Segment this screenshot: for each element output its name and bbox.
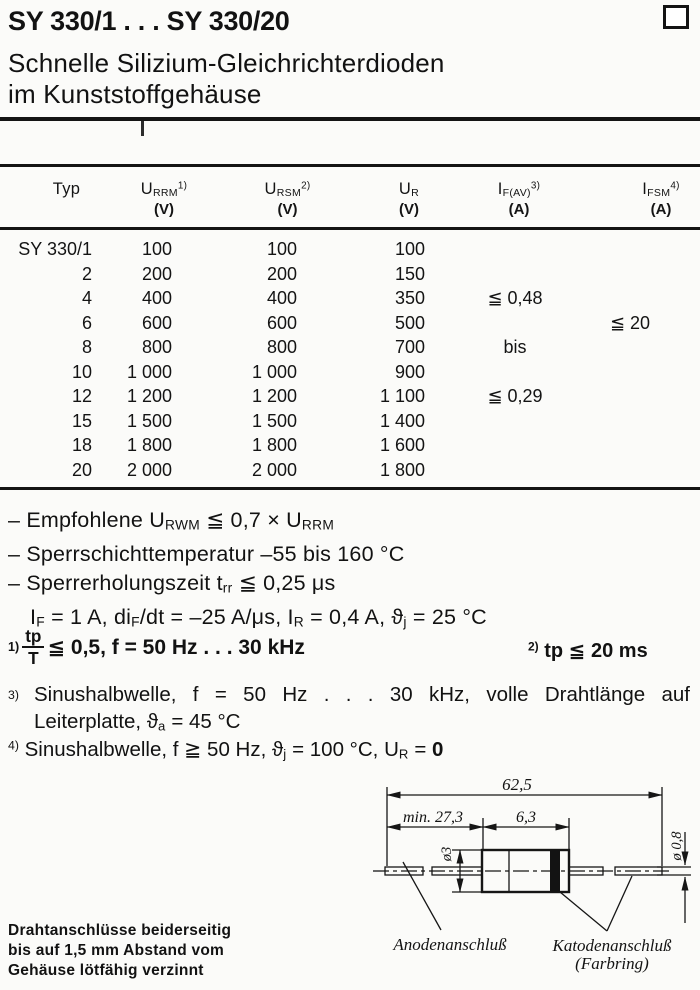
characteristics-notes bbox=[8, 506, 487, 637]
anode-leader-line bbox=[403, 862, 441, 930]
dim-overall-label: 62,5 bbox=[502, 775, 532, 794]
cell-ifsm bbox=[560, 435, 686, 460]
cell-ursm: 600 bbox=[266, 312, 297, 333]
cell-typ: 18 bbox=[71, 435, 92, 456]
solder-note-line-3: Gehäuse lötfähig verzinnt bbox=[8, 962, 204, 979]
cell-ursm: 1 500 bbox=[251, 410, 297, 431]
cell-ur: 350 bbox=[394, 288, 425, 309]
cell-ursm: 800 bbox=[266, 337, 297, 358]
scan-artifact bbox=[141, 121, 144, 136]
cell-urrm: 1 000 bbox=[126, 361, 172, 382]
cell-typ: 10 bbox=[71, 361, 92, 382]
footnote-2: $^{2)}$ tp ≦ 20 ms bbox=[528, 639, 648, 662]
note-recovery-conditions: IF = 1 A, diF/dt = –25 A/μs, IR = 0,4 A, ϑj = 25 °C bbox=[30, 605, 487, 630]
cathode-leader-line-2 bbox=[607, 876, 632, 931]
footnote-4: $^{4)}$ Sinushalbwelle, f ≧ 50 Hz, ϑj = 100 °C, UR = 0 bbox=[8, 738, 444, 762]
cell-ifav: bis bbox=[503, 337, 527, 358]
cell-urrm: 1 800 bbox=[126, 435, 172, 456]
footnote-3-line-2: Leiterplatte, ϑa = 45 °C bbox=[34, 709, 241, 733]
col-header-ursm: URSM$^{2)}$ bbox=[264, 180, 311, 199]
page-title: SY 330/1 . . . SY 330/20 bbox=[8, 6, 290, 36]
cell-urrm: 400 bbox=[141, 288, 172, 309]
cathode-label-2: (Farbring) bbox=[575, 954, 649, 973]
cell-ur: 150 bbox=[394, 263, 425, 284]
dim-lead-dia-label: ø 0,8 bbox=[669, 831, 685, 861]
ratings-table bbox=[10, 169, 686, 484]
cell-ifsm: ≦ 20 bbox=[609, 312, 651, 333]
note-urwm: – Empfohlene URWM ≦ 0,7 × URRM bbox=[8, 508, 335, 533]
cell-ifsm bbox=[560, 411, 686, 436]
footnote-3-marker: 3) bbox=[8, 688, 19, 702]
table-bottom-rule bbox=[0, 487, 700, 490]
cell-ifav: ≦ 0,48 bbox=[487, 288, 543, 309]
footnote-1: 1) $\frac{tp}{T}$ ≦ 0,5, f = 50 Hz . . . 30 kHz bbox=[8, 625, 305, 668]
cell-typ: SY 330/1 bbox=[18, 239, 92, 259]
footnote-3 bbox=[8, 682, 690, 739]
cell-ursm: 1 800 bbox=[251, 435, 297, 456]
cathode-label: Katodenanschluß bbox=[552, 936, 672, 955]
cell-ifav bbox=[450, 264, 560, 289]
cell-typ: 4 bbox=[81, 288, 92, 309]
cell-urrm: 600 bbox=[141, 312, 172, 333]
cell-ursm: 1 000 bbox=[251, 361, 297, 382]
col-header-typ: Typ bbox=[52, 180, 81, 198]
cell-urrm: 100 bbox=[141, 239, 172, 259]
cell-ursm: 400 bbox=[266, 288, 297, 309]
cell-urrm: 2 000 bbox=[126, 459, 172, 480]
cell-urrm: 1 200 bbox=[126, 386, 172, 407]
col-header-ur: UR bbox=[398, 180, 420, 199]
note-recovery-time: – Sperrerholungszeit trr ≦ 0,25 μs bbox=[8, 571, 336, 596]
col-header-ifav: IF(AV)$^{3)}$ bbox=[497, 180, 541, 199]
unit-cell bbox=[10, 199, 115, 201]
cathode-leader-line-1 bbox=[560, 892, 607, 931]
subtitle-line-1: Schnelle Silizium-Gleichrichterdioden bbox=[8, 48, 445, 78]
footnote-3-line-1: Sinushalbwelle, f = 50 Hz . . . 30 kHz, volle Drahtlänge auf bbox=[34, 683, 690, 706]
cell-ur: 1 400 bbox=[379, 410, 425, 431]
dim-body-label: 6,3 bbox=[516, 809, 536, 826]
cell-ifav bbox=[450, 411, 560, 436]
unit-cell: (V) bbox=[154, 201, 174, 218]
cell-ur: 500 bbox=[394, 312, 425, 333]
cell-urrm: 1 500 bbox=[126, 410, 172, 431]
note-junction-temp: – Sperrschichttemperatur –55 bis 160 °C bbox=[8, 541, 405, 566]
unit-cell: (A) bbox=[508, 201, 530, 218]
corner-square-icon bbox=[663, 5, 689, 29]
cell-ifsm bbox=[560, 386, 686, 411]
cell-ifsm bbox=[560, 362, 686, 387]
cell-ifsm bbox=[560, 239, 686, 264]
cell-ifsm bbox=[560, 460, 686, 485]
cell-ur: 900 bbox=[394, 361, 425, 382]
subtitle-line-2: im Kunststoffgehäuse bbox=[8, 79, 262, 109]
cell-ifav bbox=[450, 460, 560, 485]
cell-ursm: 200 bbox=[266, 263, 297, 284]
cell-ifav bbox=[450, 239, 560, 264]
cell-ur: 1 800 bbox=[379, 459, 425, 480]
dim-lead-min-label: min. 27,3 bbox=[403, 809, 463, 826]
cell-ur: 100 bbox=[394, 239, 425, 259]
cell-typ: 6 bbox=[81, 312, 92, 333]
page-subtitle bbox=[8, 48, 445, 110]
cell-ifav: ≦ 0,29 bbox=[487, 386, 543, 407]
col-header-ifsm: IFSM$^{4)}$ bbox=[642, 180, 680, 199]
solder-note-line-2: bis auf 1,5 mm Abstand vom bbox=[8, 942, 225, 959]
col-header-urrm: URRM$^{1)}$ bbox=[140, 180, 188, 199]
cell-urrm: 800 bbox=[141, 337, 172, 358]
dim-body-dia-label: ø3 bbox=[439, 846, 455, 862]
cell-ifsm bbox=[560, 264, 686, 289]
cell-typ: 12 bbox=[71, 386, 92, 407]
cell-ursm: 2 000 bbox=[251, 459, 297, 480]
cell-ifsm bbox=[560, 288, 686, 313]
cell-ifav bbox=[450, 313, 560, 338]
unit-cell: (A) bbox=[650, 201, 672, 218]
cell-ursm: 100 bbox=[266, 239, 297, 259]
table-top-rule bbox=[0, 164, 700, 167]
cell-typ: 8 bbox=[81, 337, 92, 358]
cell-ifav bbox=[450, 362, 560, 387]
cell-ur: 700 bbox=[394, 337, 425, 358]
package-outline-drawing bbox=[345, 766, 700, 990]
cell-ur: 1 600 bbox=[379, 435, 425, 456]
cell-ifav bbox=[450, 435, 560, 460]
unit-cell: (V) bbox=[399, 201, 419, 218]
cell-urrm: 200 bbox=[141, 263, 172, 284]
cell-typ: 2 bbox=[81, 263, 92, 284]
cathode-band bbox=[550, 850, 560, 892]
solder-note bbox=[8, 921, 231, 981]
anode-label: Anodenanschluß bbox=[393, 935, 507, 954]
cell-ur: 1 100 bbox=[379, 386, 425, 407]
unit-cell: (V) bbox=[277, 201, 298, 218]
cell-typ: 15 bbox=[71, 410, 92, 431]
divider-top bbox=[0, 117, 700, 121]
cell-ifsm bbox=[560, 337, 686, 362]
cell-typ: 20 bbox=[71, 459, 92, 480]
solder-note-line-1: Drahtanschlüsse beiderseitig bbox=[8, 922, 232, 939]
cell-ursm: 1 200 bbox=[251, 386, 297, 407]
